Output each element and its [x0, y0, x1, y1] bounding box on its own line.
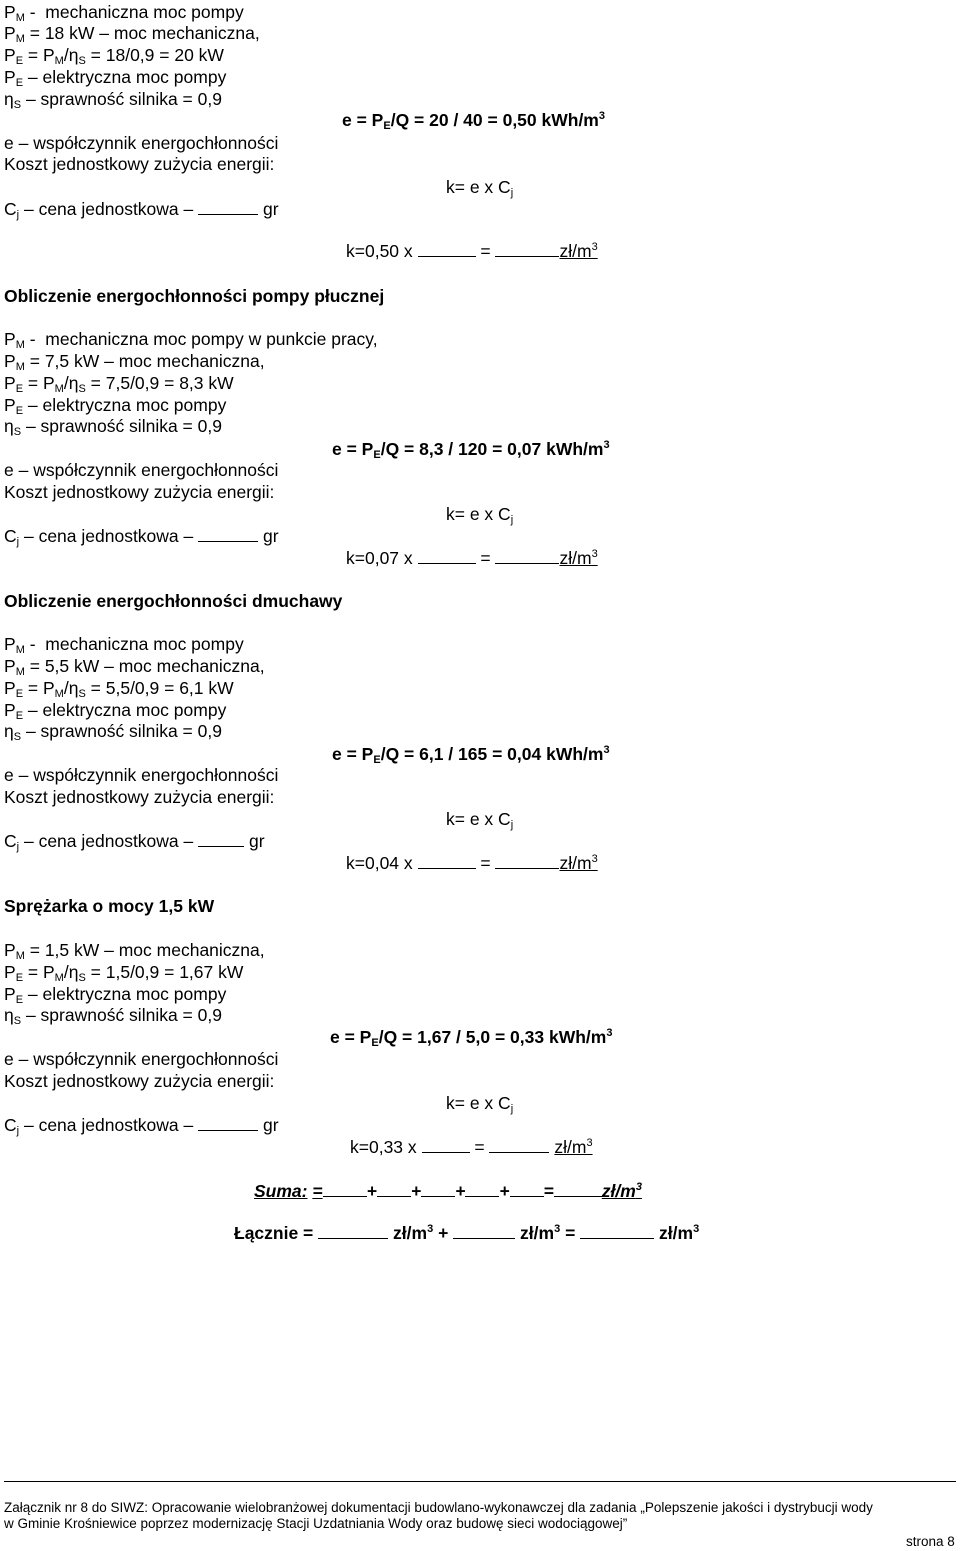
lacznie-row: Łącznie = $zł/m^3$ + $zł/m^3$ = $zł/m^3$ [234, 1223, 700, 1243]
pm-def: $P_M$ - mechaniczna moc pompy [4, 634, 244, 656]
koszt-label: Koszt jednostkowy zużycia energii: [4, 482, 275, 502]
k-formula: k= e x $C_j$ [446, 1093, 514, 1115]
section-title: Sprężarka o mocy 1,5 kW [4, 896, 215, 916]
k-blank[interactable] [422, 1138, 470, 1153]
e-formula: $e = P_E/Q = 6,1 / 165 = 0,04$ kWh/$m^3$ [332, 744, 610, 766]
pe-calc: $P_E = P_M/\eta_S = 1,5/0,9 = 1,67$ kW [4, 962, 244, 984]
suma-result-blank[interactable] [554, 1182, 602, 1197]
koszt-label: Koszt jednostkowy zużycia energii: [4, 1071, 275, 1091]
section-title: Obliczenie energochłonności dmuchawy [4, 591, 343, 611]
cj-def: $C_j$ – cena jednostkowa – gr [4, 199, 279, 221]
section-title: Obliczenie energochłonności pompy płucznej [4, 286, 385, 306]
pe-def: $P_E$ – elektryczna moc pompy [4, 700, 227, 722]
pe-calc: $P_E = P_M/\eta_S = 5,5/0,9 = 6,1$ kW [4, 678, 234, 700]
result-blank[interactable] [495, 242, 559, 257]
pe-calc: $P_E = P_M/\eta_S = 18/0,9 = 20$ kW [4, 45, 224, 67]
result-blank[interactable] [489, 1138, 549, 1153]
k-formula: k= e x $C_j$ [446, 504, 514, 526]
pm-value: $P_M = 7,5$ kW – moc mechaniczna, [4, 351, 265, 373]
price-blank[interactable] [198, 832, 244, 847]
e-formula: $e = P_E/Q = 8,3 / 120 = 0,07$ kWh/$m^3$ [332, 439, 610, 461]
price-blank[interactable] [198, 200, 258, 215]
cj-def: $C_j$ – cena jednostkowa – gr [4, 1115, 279, 1137]
suma-blank-3[interactable] [421, 1182, 455, 1197]
price-blank[interactable] [198, 527, 258, 542]
pm-value: $P_M = 5,5$ kW – moc mechaniczna, [4, 656, 265, 678]
e-def: e – współczynnik energochłonności [4, 765, 279, 785]
pm-def: $P_M$ - mechaniczna moc pompy w punkcie pracy, [4, 329, 378, 351]
k-blank[interactable] [418, 242, 476, 257]
eta-def: $\eta_S$ – sprawność silnika = 0,9 [4, 89, 222, 111]
e-def: e – współczynnik energochłonności [4, 133, 279, 153]
price-blank[interactable] [198, 1116, 258, 1131]
suma-blank-2[interactable] [377, 1182, 411, 1197]
footer-line-1: Załącznik nr 8 do SIWZ: Opracowanie wielobranżowej dokumentacji budowlano-wykonawczej dla zadania „Polepszenie jakości i dystrybucji wody [4, 1500, 873, 1515]
koszt-label: Koszt jednostkowy zużycia energii: [4, 154, 275, 174]
pm-value: $P_M = 18$ kW – moc mechaniczna, [4, 23, 260, 45]
eta-def: $\eta_S$ – sprawność silnika = 0,9 [4, 1005, 222, 1027]
pe-def: $P_E$ – elektryczna moc pompy [4, 984, 227, 1006]
k-blank[interactable] [418, 854, 476, 869]
cj-def: $C_j$ – cena jednostkowa – gr [4, 831, 265, 853]
eta-def: $\eta_S$ – sprawność silnika = 0,9 [4, 416, 222, 438]
k-result: k=0,33 $x = zł/m^3$ [350, 1137, 593, 1157]
e-formula: $e = P_E/Q = 1,67 / 5,0 = 0,33$ kWh/$m^3$ [330, 1027, 613, 1049]
lacznie-blank-1[interactable] [318, 1224, 388, 1239]
footer-divider [4, 1481, 956, 1482]
suma-blank-1[interactable] [323, 1182, 367, 1197]
result-blank[interactable] [495, 854, 559, 869]
pm-value: $P_M = 1,5$ kW – moc mechaniczna, [4, 940, 265, 962]
k-formula: k= e x $C_j$ [446, 809, 514, 831]
pe-def: $P_E$ – elektryczna moc pompy [4, 395, 227, 417]
k-result: k=0,07 $x = zł/m^3$ [346, 548, 598, 568]
k-result: k=0,04 $x = zł/m^3$ [346, 853, 598, 873]
footer-line-2: w Gminie Krośniewice poprzez modernizację Stacji Uzdatniania Wody oraz budowę sieci wodociągowej” [4, 1516, 628, 1531]
suma-row: Suma: = + + + + = $zł/m^3$ [254, 1181, 642, 1201]
pm-def: $P_M$ - mechaniczna moc pompy [4, 2, 244, 24]
koszt-label: Koszt jednostkowy zużycia energii: [4, 787, 275, 807]
page-number: strona 8 [906, 1534, 955, 1549]
result-blank[interactable] [495, 549, 559, 564]
lacznie-blank-2[interactable] [453, 1224, 515, 1239]
suma-blank-5[interactable] [510, 1182, 544, 1197]
k-blank[interactable] [418, 549, 476, 564]
e-def: e – współczynnik energochłonności [4, 460, 279, 480]
lacznie-result-blank[interactable] [580, 1224, 654, 1239]
eta-def: $\eta_S$ – sprawność silnika = 0,9 [4, 721, 222, 743]
pe-calc: $P_E = P_M/\eta_S = 7,5/0,9 = 8,3$ kW [4, 373, 234, 395]
k-formula: k= e x $C_j$ [446, 177, 514, 199]
k-result: k=0,50 $x = zł/m^3$ [346, 241, 598, 261]
cj-def: $C_j$ – cena jednostkowa – gr [4, 526, 279, 548]
pe-def: $P_E$ – elektryczna moc pompy [4, 67, 227, 89]
suma-blank-4[interactable] [465, 1182, 499, 1197]
e-def: e – współczynnik energochłonności [4, 1049, 279, 1069]
e-formula: $e = P_E/Q = 20 / 40 = 0,50$ kWh/$m^3$ [342, 110, 605, 132]
